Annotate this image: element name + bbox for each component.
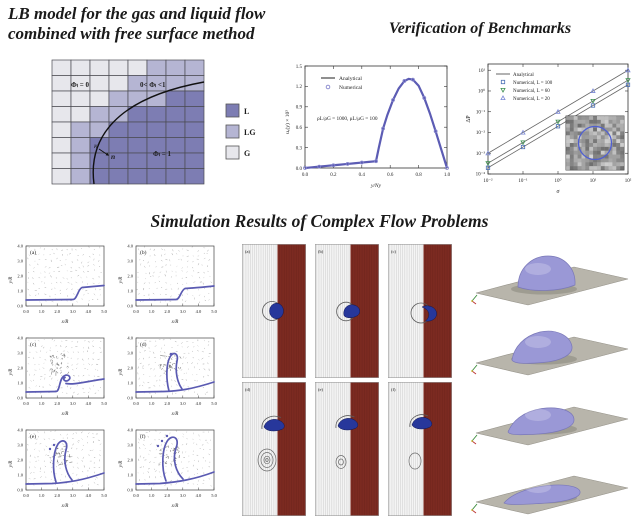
- grid-cell-LG: [109, 107, 128, 123]
- legend-label-LG: LG: [244, 128, 256, 137]
- x-tick-label: 10⁻¹: [518, 179, 528, 184]
- x-tick-label: 4.0: [195, 493, 202, 498]
- legend-analytical: Analytical: [339, 76, 362, 82]
- x-tick-label: 1.0: [38, 309, 45, 314]
- x-axis-label: x/R: [171, 320, 179, 325]
- panel-label: (e): [30, 434, 37, 440]
- y-tick-label: 4.0: [127, 427, 133, 433]
- droplet-highlight: [525, 409, 551, 421]
- marker-triangle-down: [501, 88, 505, 92]
- y-tick-label: 1.0: [127, 472, 133, 478]
- velocity-chart-svg: [281, 56, 463, 202]
- x-tick-label: 3.0: [69, 493, 76, 498]
- droplet-stage-1: [462, 241, 637, 309]
- label-curvature: κ: [94, 141, 98, 150]
- phase-legend: [226, 104, 256, 159]
- y-tick-label: 1.0: [17, 472, 23, 478]
- y-tick-label: 3.0: [127, 350, 133, 356]
- grid-cell-G: [109, 76, 128, 92]
- vector-panel-(e): [6, 424, 114, 514]
- grid-cell-G: [71, 60, 90, 76]
- grid-cell-L: [185, 91, 204, 107]
- panel-label: (c): [391, 249, 396, 254]
- phase-field-grid-diagram: [50, 58, 270, 200]
- x-tick-label: 10¹: [589, 179, 597, 184]
- grid-cell-G: [52, 91, 71, 107]
- legend-swatch-LG: [226, 125, 239, 138]
- liquid-region: [388, 244, 424, 378]
- x-tick-label: 0.2: [330, 173, 337, 178]
- splash-dot: [161, 440, 163, 442]
- y-tick-label: 1.5: [295, 64, 302, 70]
- splash-dot: [157, 445, 159, 447]
- grid-cell-L: [166, 91, 185, 107]
- panel-label: (a): [245, 249, 250, 254]
- x-tick-label: 5.0: [211, 493, 217, 498]
- grid-cell-G: [52, 107, 71, 123]
- vector-panel-(d): [116, 332, 224, 422]
- y-tick-label: 4.0: [127, 335, 133, 341]
- grid-cell-L: [128, 153, 147, 169]
- y-axis-label: y/R: [9, 368, 14, 376]
- y-tick-label: 0.0: [127, 487, 133, 493]
- x-tick-label: 0.0: [133, 309, 139, 314]
- grid-cell-L: [128, 138, 147, 154]
- section-title: Simulation Results of Complex Flow Problems: [150, 211, 489, 231]
- liquid-region: [242, 382, 278, 516]
- title-left-line1: LB model for the gas and liquid flow: [8, 4, 266, 23]
- grid-cell-LG: [71, 138, 90, 154]
- grid-cell-L: [147, 169, 166, 185]
- grid-cell-L: [166, 122, 185, 138]
- x-tick-label: 5.0: [211, 309, 217, 314]
- marker-triangle-up: [501, 96, 505, 100]
- grid-cell-LG: [71, 122, 90, 138]
- y-tick-label: 2.0: [17, 365, 23, 371]
- pressure-field-inset: [566, 116, 624, 170]
- y-axis-label: y/R: [119, 460, 124, 468]
- legend-analytical: Analytical: [513, 73, 534, 78]
- figure-title-left: [8, 4, 338, 44]
- grid-cell-L: [109, 138, 128, 154]
- bubble-panel-(e): [315, 382, 379, 516]
- droplet-highlight: [525, 481, 551, 493]
- panel-label: (a): [30, 250, 37, 256]
- x-tick-label: 4.0: [85, 309, 92, 314]
- x-tick-label: 0.6: [387, 173, 394, 178]
- legend-numerical: Numerical: [339, 85, 363, 91]
- droplet-stage-4: [462, 450, 637, 518]
- legend-label-L: L: [244, 107, 250, 116]
- y-tick-label: 1.0: [17, 288, 23, 294]
- grid-cell-L: [166, 107, 185, 123]
- y-tick-label: 2.0: [127, 457, 133, 463]
- x-tick-label: 0.0: [23, 401, 29, 406]
- x-tick-label: 2.0: [164, 401, 171, 406]
- plot-frame: [26, 246, 104, 306]
- x-tick-label: 1.0: [38, 401, 45, 406]
- x-tick-label: 5.0: [101, 493, 107, 498]
- x-tick-label: 10⁰: [554, 179, 562, 184]
- legend-swatch-G: [226, 146, 239, 159]
- y-tick-label: 2.0: [127, 365, 133, 371]
- y-tick-label: 1.0: [127, 380, 133, 386]
- y-tick-label: 2.0: [17, 457, 23, 463]
- x-axis-label: x/R: [171, 504, 179, 509]
- vector-panel-(f): [116, 424, 224, 514]
- axis-triad-icon: [471, 435, 477, 444]
- y-tick-label: 10⁻⁴: [475, 172, 485, 178]
- y-tick-label: 0.3: [295, 146, 302, 152]
- panel-label: (d): [140, 342, 147, 348]
- x-tick-label: 3.0: [179, 309, 186, 314]
- grid-cell-L: [185, 153, 204, 169]
- x-tick-label: 1.0: [443, 173, 451, 178]
- vector-panel-(a): [6, 240, 114, 330]
- y-axis-label: y/R: [9, 276, 14, 284]
- splash-dot: [53, 444, 55, 446]
- grid-cell-G: [90, 60, 109, 76]
- grid-cell-L: [147, 122, 166, 138]
- x-tick-label: 10⁻²: [483, 179, 493, 184]
- droplet-stage-3: [462, 381, 637, 449]
- y-tick-label: 1.0: [17, 380, 23, 386]
- legend-swatch-L: [226, 104, 239, 117]
- bubble-panel-(f): [388, 382, 452, 516]
- legend-numerical-1: Numerical, L = 60: [513, 89, 550, 94]
- liquid-region: [315, 382, 351, 516]
- x-axis-label: x/R: [61, 412, 69, 417]
- grid-cell-LG: [71, 169, 90, 185]
- laplace-chart-svg: [462, 52, 639, 204]
- grid-cell-G: [71, 91, 90, 107]
- x-tick-label: 0.0: [23, 309, 29, 314]
- bubble-panel-(c): [388, 244, 452, 378]
- figure-title-right: Verification of Benchmarks: [388, 20, 572, 37]
- legend-numerical-0: Numerical, L = 100: [513, 81, 553, 86]
- grid-cell-G: [52, 122, 71, 138]
- plot-frame: [136, 246, 214, 306]
- plot-frame: [136, 338, 214, 398]
- legend-label-G: G: [244, 149, 251, 158]
- panel-label: (b): [140, 250, 147, 256]
- y-tick-label: 10⁻³: [475, 151, 485, 157]
- y-tick-label: 0.0: [295, 166, 302, 172]
- bubble-panel-(b): [315, 244, 379, 378]
- x-tick-label: 0.8: [415, 173, 422, 178]
- x-tick-label: 0.4: [358, 173, 365, 178]
- axis-triad-icon: [471, 504, 477, 513]
- x-tick-label: 2.0: [54, 401, 61, 406]
- title-left-line2: combined with free surface method: [8, 24, 255, 43]
- panel-label: (b): [318, 249, 324, 254]
- plot-frame: [26, 338, 104, 398]
- x-tick-label: 2.0: [54, 309, 61, 314]
- grid-cell-L: [185, 107, 204, 123]
- y-tick-label: 10¹: [478, 68, 485, 74]
- grid-cell-L: [185, 138, 204, 154]
- x-tick-label: 0.0: [133, 401, 139, 406]
- bubble-panel-(d): [242, 382, 306, 516]
- x-tick-label: 1.0: [148, 493, 155, 498]
- x-tick-label: 1.0: [38, 493, 45, 498]
- x-tick-label: 0.0: [133, 493, 139, 498]
- x-tick-label: 4.0: [195, 401, 202, 406]
- analytical-curve: [305, 79, 447, 168]
- y-axis-label: y/R: [9, 460, 14, 468]
- liquid-region: [388, 382, 424, 516]
- label-interface-region: 0< Φₗ <1: [140, 81, 166, 89]
- y-tick-label: 0.0: [17, 303, 23, 309]
- y-tick-label: 10⁻²: [475, 131, 485, 137]
- x-tick-label: 3.0: [179, 493, 186, 498]
- y-tick-label: 0.0: [127, 303, 133, 309]
- x-tick-label: 3.0: [179, 401, 186, 406]
- grid-cell-LG: [185, 60, 204, 76]
- y-tick-label: 4.0: [17, 427, 23, 433]
- panel-label: (c): [30, 342, 37, 348]
- x-tick-label: 3.0: [69, 401, 76, 406]
- x-tick-label: 10²: [624, 179, 632, 184]
- grid-cell-L: [128, 169, 147, 185]
- grid-cell-LG: [166, 60, 185, 76]
- y-tick-label: 0.0: [17, 395, 23, 401]
- axis-triad-icon: [471, 295, 477, 304]
- x-tick-label: 5.0: [101, 401, 107, 406]
- y-tick-label: 10⁻¹: [475, 110, 485, 116]
- splash-dot: [170, 353, 172, 355]
- splash-dot: [166, 435, 168, 437]
- grid-cell-LG: [147, 60, 166, 76]
- grid-cell-LG: [147, 91, 166, 107]
- bubble: [270, 303, 284, 319]
- grid-cell-G: [71, 107, 90, 123]
- y-tick-label: 4.0: [17, 243, 23, 249]
- y-tick-label: 0.0: [127, 395, 133, 401]
- grid-cell-LG: [71, 153, 90, 169]
- grid-cell-G: [52, 169, 71, 185]
- y-tick-label: 3.0: [127, 442, 133, 448]
- grid-cell-G: [52, 76, 71, 92]
- panel-label: (d): [245, 387, 251, 392]
- bubble-panel-(a): [242, 244, 306, 378]
- grid-cell-G: [90, 76, 109, 92]
- droplet-highlight: [525, 263, 551, 275]
- x-tick-label: 2.0: [164, 493, 171, 498]
- x-tick-label: 0.0: [23, 493, 29, 498]
- grid-cell-L: [109, 169, 128, 185]
- x-axis-label: x/R: [61, 504, 69, 509]
- grid-cell-G: [128, 60, 147, 76]
- droplet-highlight: [525, 336, 551, 348]
- label-normal-vector: n: [111, 152, 116, 161]
- phase-diagram-svg: [50, 58, 270, 200]
- x-tick-label: 4.0: [85, 493, 92, 498]
- y-tick-label: 3.0: [17, 350, 23, 356]
- grid-cell-G: [52, 60, 71, 76]
- legend-numerical-2: Numerical, L = 20: [513, 97, 550, 102]
- velocity-profile-chart: [281, 56, 463, 202]
- grid-cell-G: [90, 91, 109, 107]
- x-axis-label: x/R: [61, 320, 69, 325]
- y-axis-label: y/R: [119, 276, 124, 284]
- x-tick-label: 4.0: [195, 309, 202, 314]
- vector-panel-(b): [116, 240, 224, 330]
- y-tick-label: 4.0: [127, 243, 133, 249]
- grid-cell-G: [52, 153, 71, 169]
- x-tick-label: 1.0: [148, 401, 155, 406]
- label-gas-region: Φₗ = 0: [71, 81, 89, 89]
- y-tick-label: 1.0: [127, 288, 133, 294]
- y-tick-label: 10⁰: [477, 89, 485, 95]
- x-tick-label: 2.0: [54, 493, 61, 498]
- y-tick-label: 2.0: [127, 273, 133, 279]
- y-tick-label: 1.2: [295, 85, 302, 91]
- grid-cell-LG: [109, 91, 128, 107]
- y-axis-label: y/R: [119, 368, 124, 376]
- y-tick-label: 3.0: [127, 258, 133, 264]
- legend-circle-sample: [326, 85, 330, 89]
- y-tick-label: 2.0: [17, 273, 23, 279]
- y-tick-label: 0.0: [17, 487, 23, 493]
- grid-cell-LG: [90, 107, 109, 123]
- grid-cell-G: [109, 60, 128, 76]
- axis-triad-icon: [471, 365, 477, 374]
- y-axis-label: ΔP: [466, 115, 472, 123]
- y-tick-label: 3.0: [17, 258, 23, 264]
- x-tick-label: 4.0: [85, 401, 92, 406]
- panel-label: (f): [140, 434, 146, 440]
- droplet-stage-2: [462, 311, 637, 379]
- marker-square: [501, 80, 504, 83]
- phase-grid: [52, 60, 204, 184]
- x-tick-label: 5.0: [101, 309, 107, 314]
- laplace-law-chart: [462, 52, 639, 204]
- panel-label: (e): [318, 387, 323, 392]
- x-tick-label: 1.0: [148, 309, 155, 314]
- label-liquid-region: Φₗ = 1: [153, 150, 171, 158]
- x-tick-label: 3.0: [69, 309, 76, 314]
- grid-cell-L: [185, 122, 204, 138]
- vector-panel-(c): [6, 332, 114, 422]
- panel-label: (f): [391, 387, 396, 392]
- grid-cell-L: [166, 169, 185, 185]
- y-tick-label: 4.0: [17, 335, 23, 341]
- y-tick-label: 0.9: [295, 105, 302, 111]
- ratio-annotation: ρL/ρG = 1000, μL/μG = 100: [317, 116, 378, 122]
- grid-cell-L: [128, 107, 147, 123]
- x-tick-label: 5.0: [211, 401, 217, 406]
- x-axis-label: x/R: [171, 412, 179, 417]
- y-tick-label: 3.0: [17, 442, 23, 448]
- grid-cell-L: [147, 107, 166, 123]
- grid-cell-L: [90, 138, 109, 154]
- x-axis-label: y/Ny: [370, 183, 382, 189]
- grid-cell-L: [185, 169, 204, 185]
- grid-cell-G: [52, 138, 71, 154]
- x-tick-label: 2.0: [164, 309, 171, 314]
- x-tick-label: 0.0: [301, 173, 309, 178]
- y-tick-label: 0.6: [295, 126, 302, 131]
- y-axis-label: uₓ(y) × 10³: [285, 110, 291, 134]
- x-axis-label: σ: [556, 189, 560, 195]
- grid-cell-L: [128, 122, 147, 138]
- splash-dot: [49, 448, 51, 450]
